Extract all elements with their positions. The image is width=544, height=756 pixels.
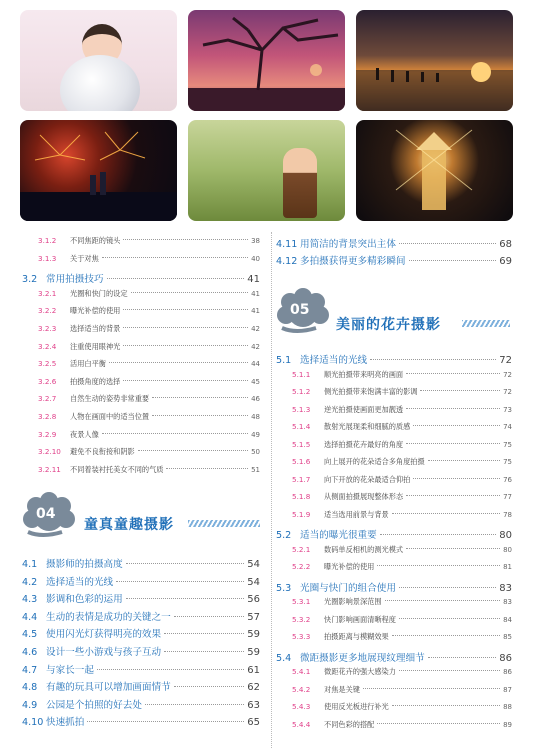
toc-entry — [22, 679, 260, 693]
dot-leader — [413, 478, 500, 479]
toc-entry-number: 5.1.7 — [292, 474, 311, 484]
toc-entry-number: 3.2.7 — [38, 394, 57, 404]
toc-entry-page: 83 — [503, 598, 512, 606]
sea-posts-icon — [356, 10, 513, 111]
toc-entry-title: 逆光拍摄使画面更加靓透 — [324, 404, 404, 414]
toc-entry-page: 72 — [503, 388, 512, 396]
dot-leader — [126, 598, 245, 599]
chapter-05-hatch — [462, 320, 510, 327]
toc-entry-number: 5.1.1 — [292, 369, 311, 379]
toc-entry-title: 设计一些小游戏与孩子互动 — [46, 647, 162, 658]
toc-entry — [292, 632, 512, 642]
column-divider — [271, 232, 272, 748]
toc-entry-page: 77 — [503, 493, 512, 501]
toc-entry-title: 生动的表情是成功的关键之一 — [46, 611, 171, 623]
toc-entry — [22, 626, 260, 640]
toc-entry-page: 51 — [251, 465, 260, 474]
toc-entry-title: 顺光拍摄带来明亮的画面 — [324, 369, 404, 379]
toc-entry-number: 5.2.2 — [292, 562, 311, 571]
dot-leader — [166, 468, 248, 469]
tree-silhouette-icon — [188, 10, 345, 111]
toc-entry-number: 4.11 — [276, 239, 298, 250]
toc-entry-number: 3.2.3 — [38, 324, 57, 333]
toc-entry-number: 4.5 — [22, 629, 38, 641]
toc-entry-title: 向上展开的花朵适合多角度拍摄 — [324, 457, 425, 466]
toc-entry-page: 49 — [251, 430, 260, 439]
toc-entry — [38, 306, 260, 316]
dot-leader — [392, 705, 500, 706]
toc-entry — [38, 254, 260, 264]
toc-entry-page: 84 — [503, 615, 512, 624]
photo-grid — [20, 10, 526, 222]
toc-entry-title: 人物在画面中的适当位置 — [70, 412, 150, 421]
toc-entry-title: 光圈与快门的组合使用 — [300, 582, 396, 594]
toc-entry — [22, 609, 260, 623]
photo-child-with-ball — [20, 10, 177, 111]
toc-entry-page: 44 — [251, 360, 260, 369]
toc-entry-page: 68 — [499, 239, 512, 250]
toc-entry-page: 72 — [503, 370, 512, 379]
toc-entry-page: 75 — [503, 440, 512, 449]
toc-entry-page: 50 — [251, 448, 260, 457]
dot-leader — [399, 618, 500, 619]
dot-leader — [413, 425, 500, 426]
dot-leader — [406, 443, 500, 444]
chapter-04-hatch — [188, 520, 260, 527]
toc-entry — [292, 510, 512, 520]
dot-leader — [152, 397, 248, 398]
toc-entry-title: 不同着装衬托美女不同的气质 — [70, 464, 164, 474]
toc-entry-title: 用简洁的背景突出主体 — [300, 239, 396, 250]
toc-entry-title: 选择适当的光线 — [46, 576, 114, 588]
toc-entry-page: 88 — [503, 703, 512, 711]
toc-entry-page: 54 — [247, 559, 260, 570]
toc-entry-number: 4.1 — [22, 559, 38, 570]
toc-entry-page: 57 — [247, 611, 260, 623]
toc-entry — [276, 580, 512, 594]
toc-entry — [38, 430, 260, 440]
toc-entry — [22, 271, 260, 285]
toc-entry — [292, 475, 512, 485]
toc-entry — [276, 253, 512, 267]
toc-entry — [276, 527, 512, 541]
toc-entry — [276, 352, 512, 366]
toc-entry-title: 夜景人像 — [70, 429, 99, 439]
toc-entry-number: 3.2.8 — [38, 412, 57, 421]
toc-entry-title: 摄影师的拍摄高度 — [46, 559, 123, 570]
toc-entry-number: 4.4 — [22, 611, 38, 623]
toc-entry-number: 3.2 — [22, 274, 38, 286]
toc-entry — [38, 289, 260, 299]
toc-entry-number: 4.7 — [22, 664, 38, 676]
boy-figure — [283, 148, 317, 218]
toc-entry-number: 5.1.8 — [292, 492, 311, 501]
dot-leader — [102, 433, 248, 434]
toc-entry-page: 65 — [247, 717, 260, 729]
dot-leader — [380, 534, 497, 535]
toc-entry — [38, 377, 260, 387]
toc-entry-number: 4.6 — [22, 647, 38, 658]
toc-entry-page: 76 — [503, 475, 512, 484]
toc-entry-number: 3.2.5 — [38, 359, 57, 369]
toc-entry-title: 光圈影响景深范围 — [324, 597, 382, 606]
toc-entry-number: 5.1.3 — [292, 404, 311, 414]
dot-leader — [377, 565, 500, 566]
dot-leader — [363, 688, 500, 689]
toc-entry-title: 拍摄距离与模糊效果 — [324, 632, 389, 641]
chapter-05-header — [276, 288, 514, 338]
toc-entry-page: 62 — [247, 682, 260, 694]
dot-leader — [145, 704, 244, 705]
toc-entry — [292, 615, 512, 625]
toc-entry — [292, 702, 512, 712]
toc-entry-number: 4.12 — [276, 256, 298, 267]
toc-entry-title: 选择适当的背景 — [70, 324, 121, 333]
toc-entry-page: 42 — [251, 325, 260, 333]
dot-leader — [123, 239, 248, 240]
toc-entry — [292, 562, 512, 572]
toc-entry-number: 4.10 — [22, 717, 44, 729]
toc-entry-page: 59 — [247, 629, 260, 641]
dot-leader — [164, 633, 244, 634]
toc-entry — [292, 545, 512, 555]
toc-entry-number: 3.2.4 — [38, 341, 57, 351]
toc-entry-page: 54 — [247, 576, 260, 588]
toc-entry-page: 42 — [251, 342, 260, 351]
toc-entry — [292, 457, 512, 467]
toc-entry-title: 拍摄角度的选择 — [70, 376, 121, 386]
dot-leader — [370, 359, 496, 360]
dot-leader — [399, 587, 496, 588]
dot-leader — [131, 292, 249, 293]
chapter-05-title: 美丽的花卉摄影 — [336, 317, 441, 333]
dot-leader — [409, 260, 497, 261]
toc-entry-number: 5.2.1 — [292, 544, 311, 554]
toc-entry-title: 公园是个拍照的好去处 — [46, 699, 142, 711]
toc-entry — [292, 720, 512, 730]
toc-entry-page: 46 — [251, 395, 260, 404]
toc-entry — [292, 597, 512, 607]
dot-leader — [138, 450, 248, 451]
toc-entry-title: 使用闪光灯获得明亮的效果 — [46, 629, 162, 641]
toc-entry-number: 5.3.2 — [292, 614, 311, 624]
toc-entry-title: 与家长一起 — [46, 664, 94, 676]
dot-leader — [392, 635, 500, 636]
toc-entry-page: 78 — [503, 510, 512, 519]
toc-entry — [38, 342, 260, 352]
toc-entry-page: 75 — [503, 458, 512, 466]
toc-entry-number: 5.4.2 — [292, 684, 311, 694]
toc-entry-page: 45 — [251, 377, 260, 386]
toc-entry-page: 89 — [503, 720, 512, 729]
toc-entry-page: 41 — [251, 307, 260, 316]
toc-entry-number: 3.2.9 — [38, 429, 57, 439]
dot-leader — [152, 415, 248, 416]
toc-entry-number: 5.4.1 — [292, 667, 311, 676]
toc-entry-number: 5.1.5 — [292, 439, 311, 449]
photo-sunset-sea — [356, 10, 513, 111]
toc-entry — [292, 685, 512, 695]
toc-entry-page: 80 — [499, 530, 512, 541]
toc-entry-number: 4.2 — [22, 576, 38, 588]
toc-entry-title: 关于对焦 — [70, 253, 99, 263]
toc-entry-number: 5.3 — [276, 582, 292, 594]
toc-entry-page: 48 — [251, 413, 260, 421]
dot-leader — [107, 278, 245, 279]
toc-entry-title: 避免不良衔接和阴影 — [70, 447, 135, 457]
toc-entry-page: 59 — [247, 647, 260, 658]
dot-leader — [392, 513, 500, 514]
toc-entry-title: 对焦是关键 — [324, 684, 360, 694]
toc-entry-title: 快速抓拍 — [46, 717, 85, 729]
toc-entry — [22, 644, 260, 658]
toc-entry-page: 87 — [503, 685, 512, 694]
toc-entry-number: 5.4.3 — [292, 702, 311, 711]
dot-leader — [116, 581, 244, 582]
dot-leader — [126, 563, 245, 564]
toc-entry-number: 3.1.2 — [38, 236, 57, 245]
toc-entry — [292, 667, 512, 677]
dot-leader — [399, 243, 496, 244]
dot-leader — [164, 651, 244, 652]
toc-entry-number: 5.1.2 — [292, 387, 311, 396]
toc-entry-title: 快门影响画面清晰程度 — [324, 614, 396, 624]
dot-leader — [428, 657, 497, 658]
chapter-04-title: 童真童趣摄影 — [84, 517, 174, 533]
toc-entry-number: 3.2.11 — [38, 464, 61, 474]
dot-leader — [123, 345, 248, 346]
toc-entry — [292, 405, 512, 415]
toc-entry-number: 4.9 — [22, 699, 38, 711]
toc-entry-title: 使用反光板进行补光 — [324, 702, 389, 711]
toc-entry-title: 散射光展现柔和细腻的质感 — [324, 422, 411, 431]
toc-entry — [38, 465, 260, 475]
dot-leader — [87, 721, 244, 722]
toc-entry — [38, 324, 260, 334]
toc-entry — [38, 394, 260, 404]
toc-entry-title: 微距摄影更多地展现纹理细节 — [300, 652, 425, 664]
toc-entry — [292, 492, 512, 502]
toc-entry-title: 选择拍摄花卉最好的角度 — [324, 439, 404, 449]
toc-entry-title: 多拍摄获得更多精彩瞬间 — [300, 256, 406, 267]
toc-entry-title: 自然生动的姿势非常重要 — [70, 394, 150, 404]
toc-entry-number: 5.2 — [276, 530, 292, 541]
toc-entry-title: 曝光补偿的使用 — [324, 562, 375, 571]
toc-entry-number: 5.4.4 — [292, 719, 311, 729]
toc-entry-title: 选择适当的光线 — [300, 355, 368, 366]
toc-entry — [276, 650, 512, 664]
dot-leader — [399, 670, 500, 671]
dot-leader — [377, 723, 500, 724]
photo-fireworks-city — [20, 120, 177, 221]
toc-entry — [22, 714, 260, 728]
fireworks-icon — [20, 120, 177, 221]
toc-entry — [292, 370, 512, 380]
dot-leader — [420, 390, 500, 391]
toc-entry-page: 74 — [503, 423, 512, 431]
toc-entry — [22, 591, 260, 605]
toc-entry-title: 活用白平衡 — [70, 359, 106, 369]
toc-entry-title: 微距花卉的强大感染力 — [324, 667, 396, 676]
dot-leader — [406, 373, 500, 374]
dot-leader — [174, 616, 245, 617]
chapter-05-number: 05 — [290, 302, 310, 318]
toc-entry-page: 81 — [503, 563, 512, 571]
toc-entry-number: 3.2.2 — [38, 306, 57, 316]
dot-leader — [123, 309, 248, 310]
toc-entry — [22, 574, 260, 588]
dot-leader — [406, 548, 500, 549]
toc-entry-page: 63 — [247, 699, 260, 711]
chapter-04-number: 04 — [36, 506, 56, 522]
toc-entry-title: 数码单反相机的测光模式 — [324, 544, 404, 554]
toc-entry — [38, 359, 260, 369]
dot-leader — [406, 495, 500, 496]
toc-entry-number: 5.1 — [276, 355, 292, 366]
white-ball — [60, 55, 140, 111]
dot-leader — [406, 408, 500, 409]
toc-entry-page: 73 — [503, 405, 512, 414]
toc-entry-title: 侧光拍摄带来饱满丰富的影调 — [324, 387, 418, 396]
photo-boy-on-grass — [188, 120, 345, 221]
toc-entry-page: 86 — [503, 668, 512, 676]
toc-entry-page: 80 — [503, 545, 512, 554]
toc-entry — [292, 422, 512, 432]
toc-entry-title: 常用拍摄技巧 — [46, 274, 104, 286]
toc-entry-title: 注重使用眼神光 — [70, 341, 121, 351]
toc-entry — [22, 697, 260, 711]
toc-entry — [38, 236, 260, 246]
toc-entry-page: 56 — [247, 594, 260, 606]
toc-entry-number: 3.2.10 — [38, 447, 61, 457]
toc-entry-page: 83 — [499, 582, 512, 594]
toc-entry-page: 41 — [251, 289, 260, 298]
toc-entry-page: 72 — [499, 355, 512, 366]
toc-entry — [22, 556, 260, 570]
dot-leader — [174, 686, 245, 687]
toc-entry — [22, 662, 260, 676]
toc-entry-number: 3.2.1 — [38, 288, 57, 298]
toc-entry-number: 5.3.1 — [292, 597, 311, 606]
dot-leader — [123, 380, 248, 381]
dot-leader — [123, 327, 248, 328]
toc-entry-title: 不同色彩的搭配 — [324, 719, 375, 729]
toc-entry-page: 61 — [247, 664, 260, 676]
chapter-04-header — [22, 492, 260, 542]
toc-entry-number: 5.4 — [276, 652, 292, 664]
toc-entry-title: 光圈和快门的设定 — [70, 288, 128, 298]
toc-entry-page: 38 — [251, 237, 260, 245]
toc-entry-number: 4.3 — [22, 594, 38, 606]
toc-entry-page: 69 — [499, 256, 512, 267]
toc-entry-number: 3.2.6 — [38, 376, 57, 386]
toc-entry-page: 86 — [499, 652, 512, 664]
toc-entry-page: 41 — [247, 274, 260, 286]
toc-entry-title: 不同焦距的镜头 — [70, 236, 121, 245]
toc-entry-number: 5.3.3 — [292, 632, 311, 641]
toc-entry-title: 曝光补偿的使用 — [70, 306, 121, 316]
toc-entry-title: 有趣的玩具可以增加画面情节 — [46, 682, 171, 694]
toc-entry-page: 40 — [251, 254, 260, 263]
photo-sunset-tree — [188, 10, 345, 111]
toc-entry-number: 3.1.3 — [38, 253, 57, 263]
toc-entry-title: 适当选用前景与背景 — [324, 509, 389, 519]
dot-leader — [109, 362, 248, 363]
toc-entry-number: 5.1.9 — [292, 509, 311, 519]
dot-leader — [385, 600, 501, 601]
toc-entry-title: 适当的曝光很重要 — [300, 530, 377, 541]
toc-entry-title: 影调和色彩的运用 — [46, 594, 123, 606]
toc-entry-page: 85 — [503, 633, 512, 641]
toc-entry — [276, 236, 512, 250]
toc-entry — [38, 412, 260, 422]
toc-entry — [292, 387, 512, 397]
toc-entry-number: 5.1.4 — [292, 422, 311, 431]
dot-leader — [428, 460, 500, 461]
toc-entry-number: 5.1.6 — [292, 457, 311, 466]
toc-entry-title: 从侧面拍摄展现整体形态 — [324, 492, 404, 501]
toc-entry-title: 向下开放的花朵最适合仰拍 — [324, 474, 411, 484]
dot-leader — [102, 257, 248, 258]
dot-leader — [97, 669, 244, 670]
photo-lit-tower — [356, 120, 513, 221]
tower-icon — [356, 120, 513, 221]
toc-entry — [292, 440, 512, 450]
toc-entry — [38, 447, 260, 457]
toc-entry-number: 4.8 — [22, 682, 38, 694]
